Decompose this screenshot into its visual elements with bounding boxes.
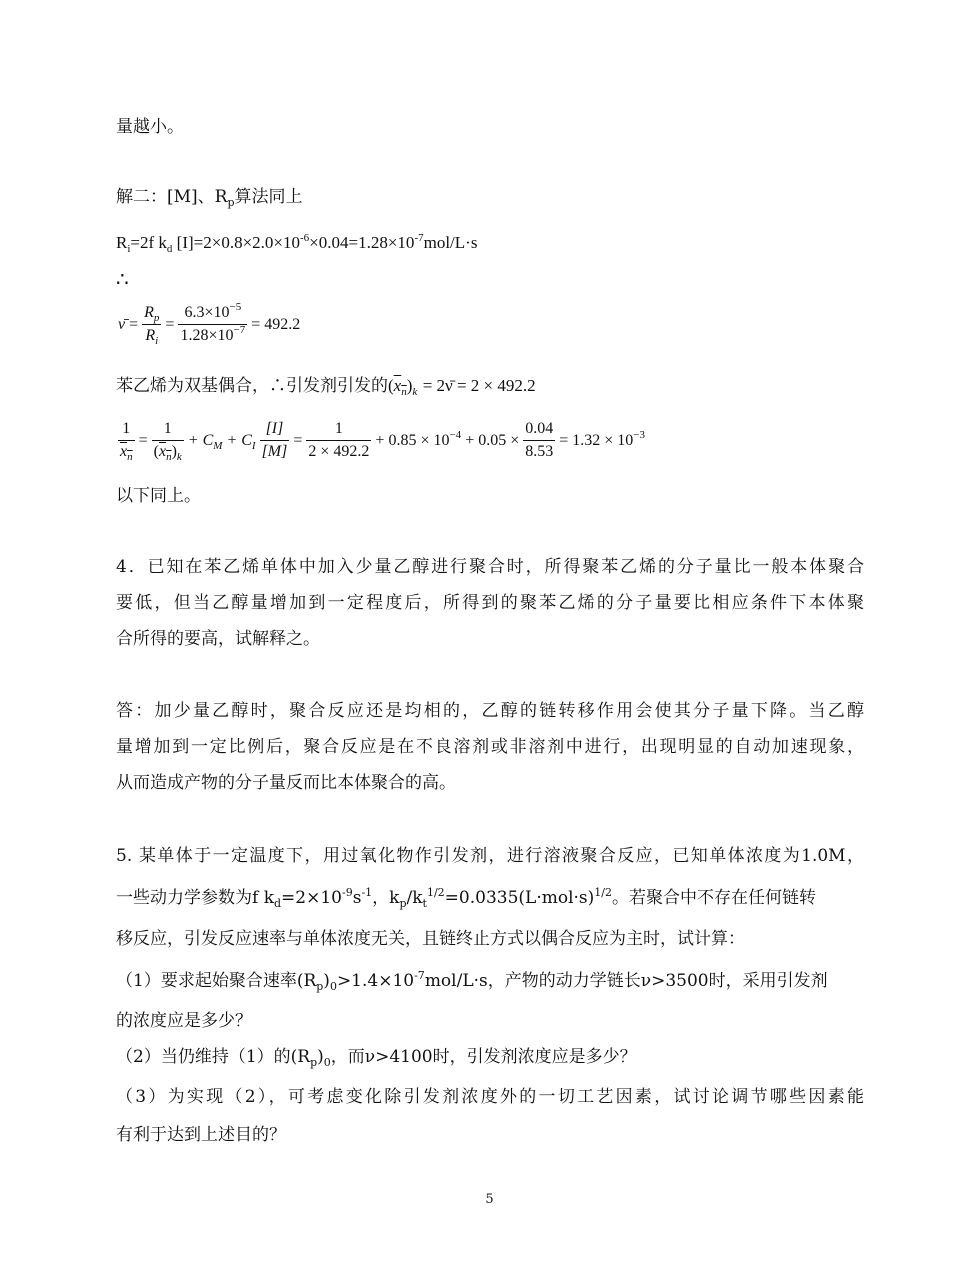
kinetic-chain-length-equation	[116, 302, 302, 347]
ri-product: [I]=2×0.8×2.0×10	[172, 233, 300, 252]
one-over-xn-k: $\frac{1}{(x_n)_k}$	[153, 420, 182, 463]
q5-kd-sub: d	[274, 897, 282, 910]
equation-result	[559, 428, 645, 450]
ri-denominator: R	[145, 327, 156, 344]
kd-subscript: d	[166, 243, 173, 255]
q5-kt-sub: t	[422, 897, 427, 910]
eq-equals-2: =	[293, 431, 303, 449]
concentration-ratio	[523, 418, 555, 463]
k-subscript: k	[412, 386, 418, 398]
numeric-num-exp: −5	[229, 301, 242, 313]
q4-line-3: 合所得的要高，试解释之。	[116, 629, 320, 649]
equation-result-exp: −3	[633, 428, 645, 441]
cm-symbol: + C	[187, 431, 214, 449]
ri-symbol: R	[116, 233, 128, 252]
q5-exp3: 1/2	[426, 886, 445, 899]
q5-line-2	[116, 887, 816, 909]
equals-sign: =	[129, 315, 139, 333]
p2-sub-0: 0	[323, 1056, 331, 1069]
p1-b: )	[323, 971, 330, 991]
coupling-line	[116, 375, 536, 397]
ri-exponent-1: -6	[300, 232, 310, 244]
coupling-text: 苯乙烯为双基偶合，∴引发剂引发的	[116, 376, 388, 396]
cm-value-exp: −4	[449, 428, 462, 441]
q5-l2-f: =0.0335(L·mol·s)	[444, 888, 595, 908]
rp-subscript: p	[227, 196, 235, 209]
rp-num-sub: p	[153, 312, 160, 324]
xn-den-2-sub: n	[166, 451, 172, 463]
rp-numerator: R	[144, 304, 154, 321]
ratio-numerator: 0.04	[523, 418, 555, 441]
numeric-denominator: 1.28×10	[180, 327, 234, 344]
ri-subscript: i	[127, 243, 131, 255]
q5-part3-line2: 有利于达到上述目的？	[116, 1125, 286, 1145]
p2-c: ，而ν>4100时，引发剂浓度应是多少？	[330, 1047, 637, 1067]
method2-heading-text: 解二：[M]、R	[116, 187, 228, 207]
q5-part3-line1: （3）为实现（2），可考虑变化除引发剂浓度外的一切工艺因素，试讨论调节哪些因素能	[116, 1087, 864, 1107]
therefore-symbol: ∴	[116, 267, 129, 291]
numeric-numerator: 6.3×10	[184, 304, 230, 321]
eq-equals-1: =	[138, 431, 148, 449]
coupling-rhs: = 2ν̄ = 2 × 492.2	[422, 376, 536, 395]
p1-exp: -7	[414, 969, 425, 982]
p1-a: （1）要求起始聚合速率(R	[116, 971, 317, 991]
q5-l2-a: 一些动力学参数为f k	[116, 888, 274, 908]
ri-den-sub: i	[155, 335, 159, 347]
q5-line-3: 移反应，引发反应速率与单体浓度无关，且链终止方式以偶合反应为主时，试计算：	[116, 929, 745, 949]
xn-den-sub: n	[127, 451, 133, 463]
p2-a: （2）当仍维持（1）的(R	[116, 1047, 311, 1067]
q4-line-2: 要低，但当乙醇量增加到一定程度后，所得到的聚苯乙烯的分子量要比相应条件下本体聚	[116, 593, 864, 613]
cm-value	[375, 428, 462, 450]
one-over-984	[306, 418, 371, 463]
nu-symbol: ν̄	[118, 315, 126, 333]
q5-exp1: -9	[341, 886, 353, 899]
cm-subscript: M	[213, 439, 223, 452]
one-numerator-3: 1	[306, 418, 371, 441]
k-sub-2: k	[176, 451, 182, 463]
nu-result: = 492.2	[251, 315, 301, 333]
ci-subscript: I	[251, 439, 256, 452]
a4-line-1: 答：加少量乙醇时，聚合反应还是均相的，乙醇的链转移作用会使其分子量下降。当乙醇	[116, 701, 864, 721]
rp-over-ri-fraction	[142, 302, 161, 347]
p2-sub-p: p	[310, 1056, 318, 1069]
p1-sub-p: p	[316, 980, 324, 993]
ri-kd: =2f k	[130, 233, 167, 252]
ci-term	[226, 432, 255, 450]
numeric-den-exp: −7	[233, 324, 246, 336]
ri-exponent-2: -7	[414, 232, 424, 244]
i-numerator: [I]	[260, 418, 290, 441]
q5-l2-e: /k	[406, 888, 423, 908]
p1-c: >1.4×10	[336, 971, 415, 991]
q5-part1-line2: 的浓度应是多少？	[116, 1011, 252, 1031]
ci-symbol: + C	[226, 431, 252, 449]
ri-formula	[116, 232, 477, 254]
q4-line-1: 4．已知在苯乙烯单体中加入少量乙醇进行聚合时，所得聚苯乙烯的分子量比一般本体聚合	[116, 557, 864, 577]
q5-part1	[116, 970, 828, 992]
q5-l2-c: s	[352, 888, 362, 908]
xn-k-expression: $(x_n)_k$	[388, 376, 418, 398]
q5-kp-sub: p	[399, 897, 407, 910]
ri-unit: mol/L·s	[423, 233, 478, 252]
p1-sub-0: 0	[329, 980, 337, 993]
cm-term	[188, 432, 223, 450]
equation-result-text: = 1.32 × 10	[559, 431, 634, 449]
same-as-above: 以下同上。	[116, 486, 201, 506]
method2-heading-tail: 算法同上	[234, 187, 303, 207]
p1-d: mol/L·s，产物的动力学链长ν>3500时，采用引发剂	[424, 971, 828, 991]
xn-symbol: x	[393, 376, 402, 395]
p2-b: )	[317, 1047, 324, 1067]
q5-part2	[116, 1046, 637, 1068]
numeric-fraction	[178, 302, 247, 347]
xn-den: x	[120, 443, 128, 460]
ci-value: + 0.05 ×	[465, 431, 520, 449]
cm-value-text: + 0.85 × 10	[375, 431, 450, 449]
a4-line-2: 量增加到一定比例后，聚合反应是在不良溶剂或非溶剂中进行，出现明显的自动加速现象，	[116, 737, 864, 757]
i-over-m	[260, 418, 290, 463]
one-numerator: 1	[118, 418, 135, 441]
two-times-nu: 2 × 492.2	[308, 443, 370, 460]
xn-den-2: x	[158, 443, 167, 460]
q5-exp2: -1	[361, 886, 373, 899]
intro-tail: 量越小。	[116, 117, 184, 137]
equals-sign-2: =	[165, 315, 175, 333]
a4-line-3: 从而造成产物的分子量反而比本体聚合的高。	[116, 773, 456, 793]
method2-heading	[116, 186, 303, 208]
q5-l2-d: ，k	[372, 888, 400, 908]
ratio-denominator: 8.53	[525, 443, 554, 460]
q5-exp4: 1/2	[594, 886, 612, 899]
one-over-xn	[118, 418, 135, 463]
xn-subscript: n	[401, 386, 407, 398]
page-number: 5	[485, 1192, 494, 1207]
q5-line-1: 5. 某单体于一定温度下，用过氧化物作引发剂，进行溶液聚合反应，已知单体浓度为1.0M，	[116, 846, 864, 866]
m-denominator: [M]	[261, 443, 288, 460]
ri-result: ×0.04=1.28×10	[309, 233, 415, 252]
degree-of-polymerization-equation	[116, 418, 647, 463]
q5-l2-b: =2×10	[281, 888, 342, 908]
one-numerator-2: 1	[152, 418, 184, 441]
q5-l2-g: 。若聚合中不存在任何链转	[611, 888, 816, 908]
